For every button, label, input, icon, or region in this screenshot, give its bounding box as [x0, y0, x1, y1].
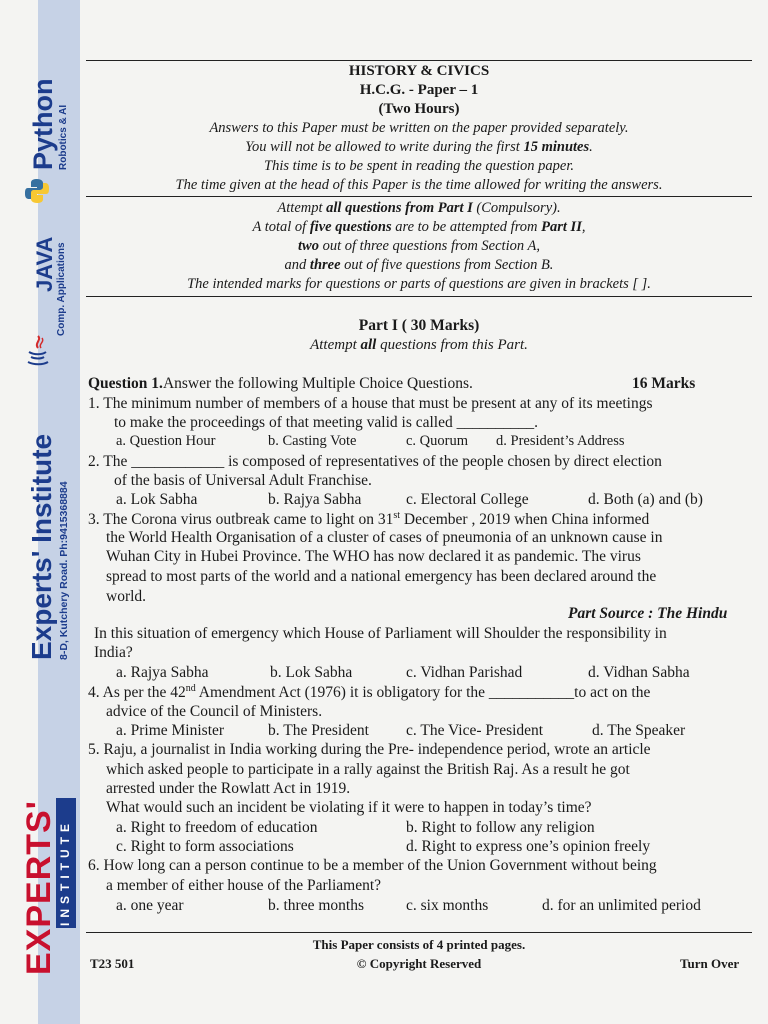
q3-line: spread to most parts of the world and a national emergency has been declared around the	[106, 568, 657, 585]
rule-line: The intended marks for questions or parts of questions are given in brackets [ ].	[187, 276, 651, 292]
q6-option-d: d. for an unlimited period	[542, 897, 701, 914]
q4-line: 4. As per the 42nd Amendment Act (1976) it is obligatory for the ___________to act on the	[88, 683, 651, 702]
rule	[86, 296, 752, 297]
q3-line: Wuhan City in Hubei Province. The WHO has now declared it as pandemic. The virus	[106, 548, 641, 565]
q2-option-d: d. Both (a) and (b)	[588, 491, 703, 508]
q4-line: advice of the Council of Ministers.	[106, 703, 323, 720]
institute-address: 8-D, Kutchery Road. Ph:9415368884	[58, 481, 70, 660]
instruction-line: You will not be allowed to write during the first 15 minutes.	[245, 139, 593, 155]
java-course-subtitle: Comp. Applications	[56, 242, 67, 336]
q1-option-a: a. Question Hour	[116, 433, 216, 449]
brand-logo-text: EXPERTS'	[20, 800, 58, 975]
part-title: Part I ( 30 Marks)	[358, 317, 480, 334]
q1-line: to make the proceedings of that meeting valid is called __________.	[114, 414, 538, 431]
q3-line: India?	[94, 644, 133, 661]
rule-line: Attempt all questions from Part I (Compulsory).	[277, 200, 561, 216]
q3-option-c: c. Vidhan Parishad	[406, 664, 523, 681]
q5-line: 5. Raju, a journalist in India working during the Pre- independence period, wrote an article	[88, 741, 651, 758]
python-course-title: Python	[28, 78, 58, 170]
java-course-title: JAVA	[32, 236, 57, 292]
instruction-line: This time is to be spent in reading the question paper.	[264, 158, 574, 174]
q3-line: the World Health Organisation of a cluster of cases of pneumonia of an unknown cause in	[106, 529, 663, 546]
q5-option-b: b. Right to follow any religion	[406, 819, 595, 836]
q5-option-d: d. Right to express one’s opinion freely	[406, 838, 651, 855]
q5-line: arrested under the Rowlatt Act in 1919.	[106, 780, 351, 797]
q1-option-b: b. Casting Vote	[268, 433, 357, 449]
question-heading: Question 1.Answer the following Multiple Choice Questions.	[88, 375, 473, 392]
subject-title: HISTORY & CIVICS	[348, 63, 490, 79]
q5-option-a: a. Right to freedom of education	[116, 819, 318, 836]
q3-line: 3. The Corona virus outbreak came to light on 31st December , 2019 when China informed	[88, 510, 650, 529]
q3-source: Part Source : The Hindu	[568, 605, 728, 622]
brand-logo-subtitle: INSTITUTE	[58, 819, 72, 926]
q6-option-c: c. six months	[406, 897, 489, 914]
q5-line: which asked people to participate in a rally against the British Raj. As a result he got	[106, 761, 630, 778]
paper-serial: T23 501	[90, 956, 135, 971]
q6-line: a member of either house of the Parliament?	[106, 877, 382, 894]
q6-line: 6. How long can a person continue to be a member of the Union Government without being	[88, 857, 657, 874]
top-rule	[86, 60, 752, 61]
q5-line: What would such an incident be violating if it were to happen in today’s time?	[106, 799, 592, 816]
institute-name: Experts' Institute	[26, 433, 57, 660]
q2-option-b: b. Rajya Sabha	[268, 491, 362, 508]
q2-line: of the basis of Universal Adult Franchise.	[114, 472, 372, 489]
rule-line: two out of three questions from Section A,	[298, 238, 540, 254]
python-course-subtitle: Robotics & AI	[58, 104, 69, 170]
page-count: This Paper consists of 4 printed pages.	[312, 937, 526, 952]
q2-option-a: a. Lok Sabha	[116, 491, 198, 508]
q4-option-c: c. The Vice- President	[406, 722, 544, 739]
q4-option-b: b. The President	[268, 722, 369, 739]
q1-option-d: d. President’s Address	[496, 433, 625, 449]
q4-option-d: d. The Speaker	[592, 722, 686, 739]
duration: (Two Hours)	[378, 101, 460, 117]
instruction-line: Answers to this Paper must be written on the paper provided separately.	[209, 120, 629, 136]
copyright: © Copyright Reserved	[356, 956, 482, 971]
q3-option-b: b. Lok Sabha	[270, 664, 353, 681]
q3-option-d: d. Vidhan Sabha	[588, 664, 690, 681]
paper-code: H.C.G. - Paper – 1	[359, 82, 479, 98]
q2-line: 2. The ____________ is composed of representatives of the people chosen by direct election	[88, 453, 662, 470]
q4-option-a: a. Prime Minister	[116, 722, 225, 739]
q6-option-a: a. one year	[116, 897, 184, 914]
footer-rule	[86, 932, 752, 933]
q5-option-c: c. Right to form associations	[116, 838, 294, 855]
q1-option-c: c. Quorum	[406, 433, 469, 449]
q6-option-b: b. three months	[268, 897, 364, 914]
part-instruction: Attempt all questions from this Part.	[310, 337, 528, 353]
instruction-line: The time given at the head of this Paper is the time allowed for writing the answers.	[175, 177, 663, 193]
rule-line: and three out of five questions from Section B.	[284, 257, 554, 273]
turn-over: Turn Over	[680, 956, 740, 971]
q3-line: world.	[106, 588, 147, 605]
rule	[86, 196, 752, 197]
q3-option-a: a. Rajya Sabha	[116, 664, 209, 681]
rule-line: A total of five questions are to be attempted from Part II,	[252, 219, 586, 235]
q3-line: In this situation of emergency which House of Parliament will Shoulder the responsibility in	[94, 625, 667, 642]
q1-line: 1. The minimum number of members of a house that must be present at any of its meetings	[88, 395, 653, 412]
question-marks: 16 Marks	[632, 375, 696, 392]
q2-option-c: c. Electoral College	[406, 491, 529, 508]
